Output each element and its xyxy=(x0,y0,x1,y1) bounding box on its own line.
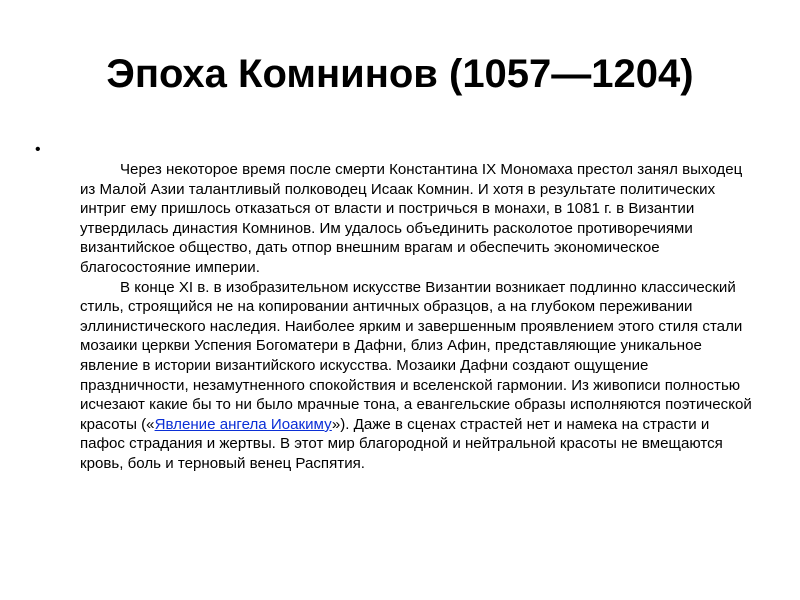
paragraph-1: Через некоторое время после смерти Константина IX Мономаха престол занял выходец из Малой Азии талантливый полководец Исаак Комнин. И хотя в результате политических интриг ему пришлось отказаться от власти и постричься в монахи, в 1081 г. в Византии утвердилась династия Комнинов. Им удалось объединить расколотое противоречиями византийское общество, дать отпор внешним врагам и обеспечить экономическое благосостояние империи. xyxy=(80,161,743,276)
bullet-marker: • xyxy=(35,141,41,158)
paragraph-2-text-end: »). Даже в сценах страстей нет и намека на страсти и пафос страдания и жертвы. В этот мир благородной и нейтральной красоты не вмещаются кровь, боль и терновый венец Распятия. xyxy=(80,415,723,472)
artwork-link[interactable]: Явление ангела Иоакиму xyxy=(154,415,332,433)
slide-body xyxy=(80,160,752,474)
paragraph-2 xyxy=(80,278,752,474)
slide-title: Эпоха Комнинов (1057—1204) xyxy=(106,52,694,96)
paragraph-2-text-start: В конце XI в. в изобразительном искусстве Византии возникает подлинно классический стиль, строящийся не на копировании античных образцов, а на глубоком переживании эллинистического наследия. Наиболее ярким и завершенным проявлением этого стиля стали мозаики церкви Успения Богоматери в Дафни, близ Афин, представляющие уникальное явление в истории византийского искусства. Мозаики Дафни создают ощущение праздничности, незамутненного спокойствия и вселенской гармонии. Из живописи полностью исчезают какие бы то ни было мрачные тона, а евангельские образы исполняются поэтической красоты (« xyxy=(80,278,752,433)
